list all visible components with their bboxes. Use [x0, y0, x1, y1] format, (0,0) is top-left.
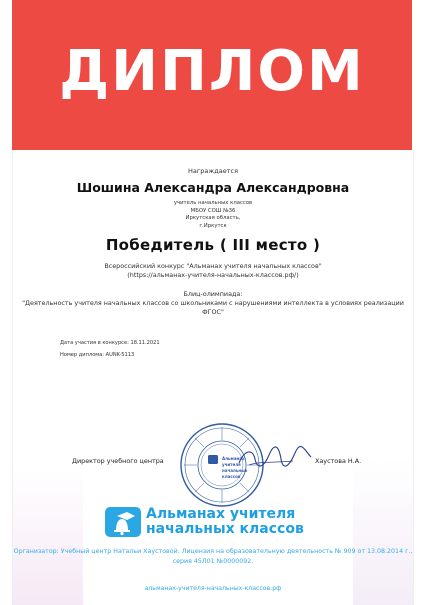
svg-text:Альманах: Альманах — [222, 456, 245, 461]
svg-text:классов: классов — [222, 474, 241, 479]
blitz-topic: "Деятельность учителя начальных классов со школьниками с нарушениями интеллекта в условиях реализации ФГОС" — [22, 299, 404, 316]
brand-logo-line2: начальных классов — [146, 521, 304, 537]
diploma-banner — [12, 0, 412, 150]
director-name: Хаустова Н.А. — [315, 457, 362, 465]
recipient-position: учитель начальных классов — [173, 200, 253, 206]
contest-url: (https://альманах-учителя-начальных-классов.рф/) — [127, 271, 299, 279]
brand-logo-text — [146, 507, 304, 537]
bell-graduation-icon — [105, 507, 141, 537]
participation-date: Дата участия в конкурсе: 18.11.2021 — [60, 340, 160, 346]
diploma-number: Номер диплома: AUNK-5113 — [60, 352, 135, 358]
recipient-city: г.Иркутск — [199, 222, 227, 229]
award-title: Победитель ( III место ) — [105, 236, 321, 254]
website-link[interactable]: альманах-учителя-начальных-классов.рф — [144, 585, 282, 592]
director-label: Директор учебного центра — [72, 457, 164, 465]
contest-name: Всероссийский конкурс "Альманах учителя начальных классов" — [104, 262, 322, 270]
awarded-label: Награждается — [188, 167, 238, 175]
contest-description — [13, 262, 413, 280]
recipient-name: Шошина Александра Александровна — [76, 180, 350, 195]
blitz-label: Блиц-олимпиада: — [183, 290, 243, 298]
brand-logo-line1: Альманах учителя — [146, 506, 296, 522]
blitz-olympiad — [13, 290, 413, 317]
svg-text:учителя: учителя — [222, 462, 241, 467]
recipient-school: МБОУ СОШ №36 — [190, 207, 236, 214]
svg-text:начальных: начальных — [222, 468, 248, 473]
recipient-info — [13, 200, 413, 230]
director-signature — [235, 443, 315, 473]
diploma-sheet — [12, 150, 414, 605]
organizer-license: Организатор: Учебный центр Натальи Хаустовой. Лицензия на образовательную деятельность № 909 от 13.08.2014 г., серия 45Л01 №0000092. — [13, 548, 413, 565]
diploma-title: ДИПЛОМ — [59, 38, 365, 104]
recipient-region: Иркутская область, — [185, 215, 241, 222]
